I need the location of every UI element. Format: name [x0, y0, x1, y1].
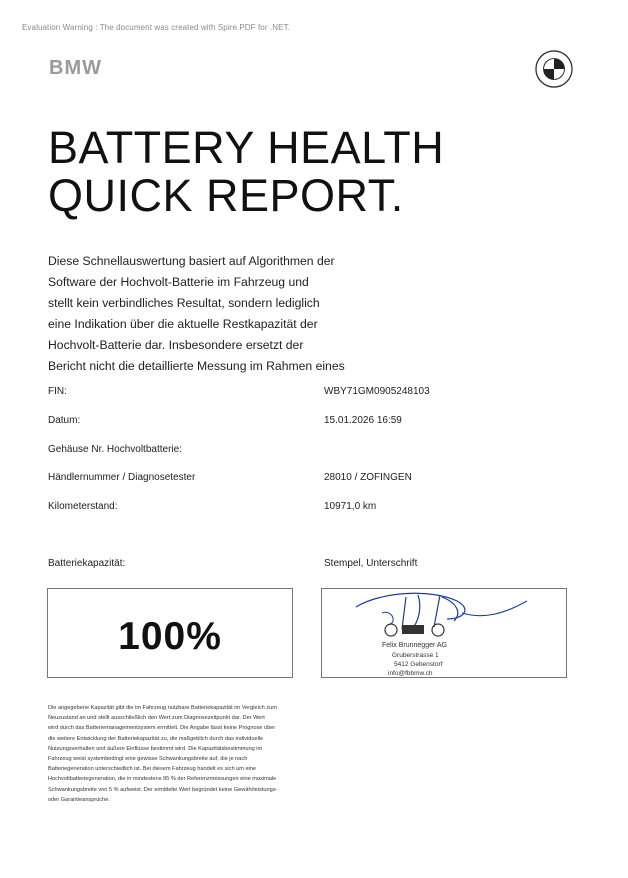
page-title: [48, 124, 568, 220]
disclaimer-line: wird durch das Batteriemanagementsystem ermittelt. Die Angabe lässt keine Prognose über: [48, 725, 276, 732]
fin-label: FIN:: [48, 386, 67, 397]
dealer-label: Händlernummer / Diagnosetester: [48, 472, 196, 483]
brand-wordmark: BMW: [49, 57, 102, 79]
capacity-box: [47, 588, 293, 678]
disclaimer-line: die weitere Entwicklung der Batteriekapazität zu, die maßgeblich durch das individuelle: [48, 735, 264, 742]
disclaimer-line: Die angegebene Kapazität gibt die im Fahrzeug nutzbare Batteriekapazität im Vergleich zum: [48, 705, 277, 711]
capacity-label: Batteriekapazität:: [48, 558, 126, 569]
stamp-brand-logos: [384, 623, 454, 637]
title-line-2: QUICK REPORT.: [48, 170, 404, 221]
disclaimer-line: Batteriegeneration unterschiedlich ist. Bei diesem Fahrzeug handelt es sich um eine: [48, 766, 257, 773]
disclaimer-line: Schwankungsbreite von 5 % aufweist. Der ermittelte Wert begründet keine Gewährleistungs-: [48, 786, 278, 793]
stamp-email: info@fbbmw.ch: [388, 670, 433, 677]
title-line-1: BATTERY HEALTH: [48, 122, 445, 173]
mileage-value: 10971,0 km: [324, 501, 377, 512]
intro-line: Hochvolt-Batterie dar. Insbesondere ersetzt der: [48, 338, 304, 352]
evaluation-warning: Evaluation Warning : The document was created with Spire.PDF for .NET.: [22, 23, 291, 32]
fin-value: WBY71GM0905248103: [324, 386, 430, 397]
stamp-dealer-name: Felix Brunnegger AG: [382, 642, 447, 649]
intro-line: eine Indikation über die aktuelle Restkapazität der: [48, 317, 318, 331]
date-value: 15.01.2026 16:59: [324, 415, 402, 426]
date-label: Datum:: [48, 415, 81, 426]
disclaimer-paragraph: [48, 703, 428, 805]
battery-housing-label: Gehäuse Nr. Hochvoltbatterie:: [48, 444, 182, 455]
intro-line: Diese Schnellauswertung basiert auf Algorithmen der: [48, 254, 335, 268]
intro-line: stellt kein verbindliches Resultat, sondern lediglich: [48, 296, 320, 310]
stamp-city: 5412 Gebenstorf: [394, 661, 443, 668]
stamp-label: Stempel, Unterschrift: [324, 558, 418, 569]
intro-paragraph: [48, 251, 420, 373]
intro-line: Software der Hochvolt-Batterie im Fahrzeug und: [48, 275, 309, 289]
disclaimer-line: Fahrzeug weist systembedingt eine gewisse Schwankungsbreite auf, die je nach: [48, 756, 248, 763]
stamp-signature-box: [321, 588, 567, 678]
disclaimer-line: Nutzungsverhalten und äußere Einflüsse bestimmt wird. Die Kapazitätsbestimmung im: [48, 745, 263, 752]
mileage-label: Kilometerstand:: [48, 501, 118, 512]
disclaimer-line: Hochvoltbatteriegeneration, die in mindestens 95 % der Referenzmessungen eine maximale: [48, 776, 277, 783]
stamp-street: Gruberstrasse 1: [392, 652, 439, 659]
bmw-roundel-icon: [535, 50, 573, 88]
disclaimer-line: oder Garantieansprüche.: [48, 796, 110, 803]
disclaimer-line: Neuzustand an und stellt ausschließlich den Wert zum Diagnosezeitpunkt dar. Der Wert: [48, 715, 265, 722]
capacity-value: 100%: [118, 615, 222, 658]
dealer-value: 28010 / ZOFINGEN: [324, 472, 412, 483]
intro-line: Bericht nicht die detaillierte Messung im Rahmen eines: [48, 359, 345, 373]
